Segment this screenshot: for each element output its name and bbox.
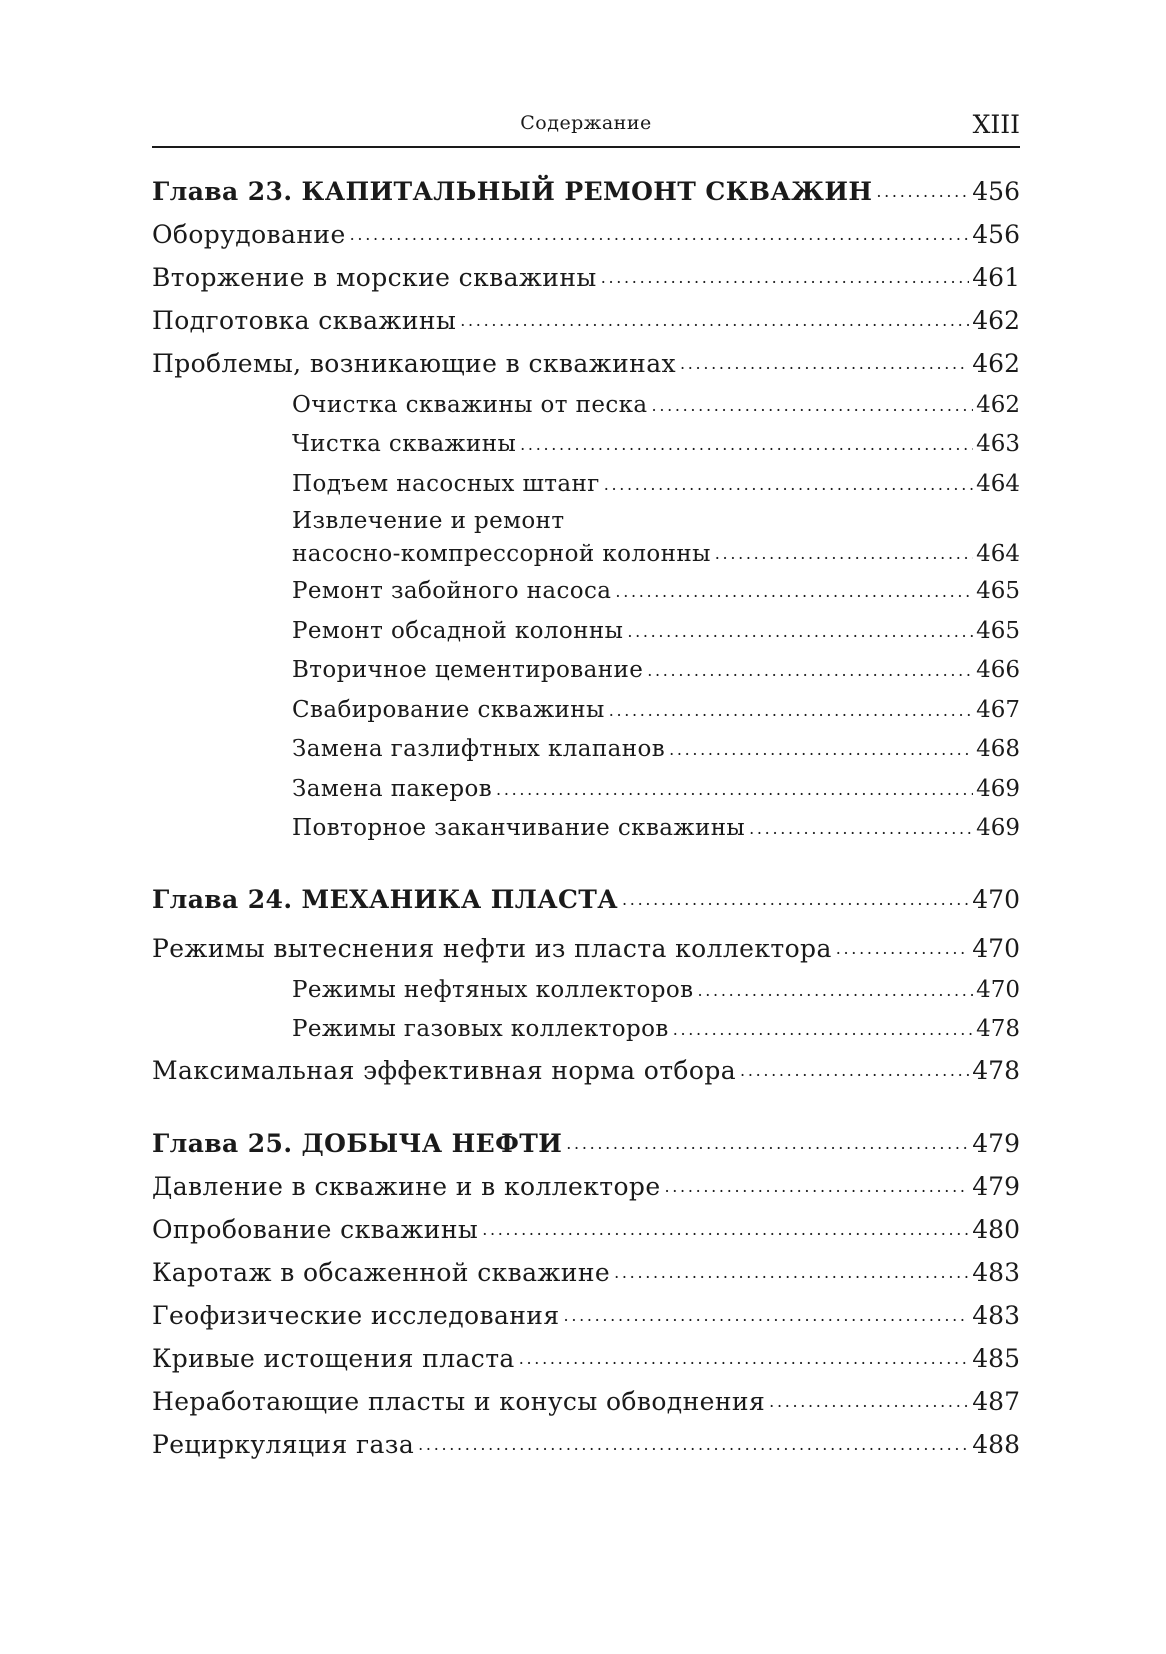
toc-page-number: 466 [976, 657, 1020, 683]
toc-leader-dots [614, 1251, 969, 1294]
toc-item[interactable] [152, 1208, 1020, 1251]
toc-item[interactable] [152, 256, 1020, 299]
toc-page-number: 470 [972, 934, 1020, 963]
chapter-spacer [152, 848, 1020, 878]
toc-page-number: 456 [972, 220, 1020, 249]
toc-item[interactable] [152, 927, 1020, 970]
toc-leader-dots [669, 730, 973, 769]
toc-item-label: Режимы вытеснения нефти из пласта коллектора [152, 934, 832, 963]
toc-subitem[interactable] [152, 425, 1020, 465]
toc-chapter-title: Глава 24. МЕХАНИКА ПЛАСТА [152, 885, 619, 914]
toc-item[interactable] [152, 1165, 1020, 1208]
toc-leader-dots [740, 1049, 969, 1092]
toc-item-label: Опробование скважины [152, 1215, 479, 1244]
toc-subitem-label: Чистка скважины [292, 431, 517, 457]
toc-leader-dots [715, 536, 973, 572]
toc-subitem[interactable] [152, 611, 1020, 651]
toc-page-number: 480 [972, 1215, 1020, 1244]
toc-page-number: 464 [976, 540, 1020, 567]
toc-page-number: 456 [972, 177, 1020, 206]
toc-page-number: 478 [976, 1016, 1020, 1042]
toc-page-number: 487 [972, 1387, 1020, 1416]
toc-item-label: Максимальная эффективная норма отбора [152, 1056, 737, 1085]
toc-chapter-24[interactable] [152, 878, 1020, 921]
toc-page-number: 469 [976, 775, 1020, 802]
running-title: Содержание [520, 112, 652, 134]
toc-leader-dots [647, 651, 973, 690]
toc-leader-dots [627, 612, 973, 651]
toc-leader-dots [769, 1380, 969, 1423]
toc-page-number: 488 [972, 1430, 1020, 1459]
toc-subitem-label-line2: насосно-компрессорной колонны [292, 540, 711, 567]
toc-item-label: Неработающие пласты и конусы обводнения [152, 1387, 766, 1416]
toc-page-number: 468 [976, 736, 1020, 762]
toc-page-number: 465 [976, 617, 1020, 644]
toc-leader-dots [680, 342, 969, 385]
toc-leader-dots [350, 213, 970, 256]
toc-subitem[interactable] [152, 690, 1020, 730]
toc-item-label: Проблемы, возникающие в скважинах [152, 349, 677, 378]
toc-leader-dots [519, 1337, 970, 1380]
toc-subitem-label: Подъем насосных штанг [292, 470, 600, 497]
toc-leader-dots [673, 1010, 973, 1049]
toc-page-number: 463 [976, 431, 1020, 457]
toc-subitem[interactable] [152, 730, 1020, 770]
toc-page-number: 462 [972, 349, 1020, 378]
toc-leader-dots [564, 1294, 970, 1337]
toc-item[interactable] [152, 1337, 1020, 1380]
toc-item[interactable] [152, 299, 1020, 342]
toc-item[interactable] [152, 1423, 1020, 1466]
toc-leader-dots [496, 770, 973, 809]
toc-leader-dots [604, 465, 973, 504]
toc-page-number: 483 [972, 1301, 1020, 1330]
toc-subitem[interactable] [152, 809, 1020, 849]
toc-page-number: 479 [972, 1129, 1020, 1158]
toc-subitem-label: Замена газлифтных клапанов [292, 736, 666, 762]
toc-leader-dots [601, 256, 970, 299]
toc-page-number: 464 [976, 470, 1020, 497]
toc-page-number: 478 [972, 1056, 1020, 1085]
toc-item-label: Кривые истощения пласта [152, 1344, 515, 1373]
toc-item[interactable] [152, 213, 1020, 256]
toc-leader-dots [566, 1122, 969, 1165]
toc-subitem-label: Свабирование скважины [292, 696, 605, 723]
toc-subitem-label: Повторное заканчивание скважины [292, 815, 746, 841]
toc-item[interactable] [152, 1380, 1020, 1423]
toc-leader-dots [520, 425, 973, 464]
toc-item-label: Подготовка скважины [152, 306, 457, 335]
toc-item-label: Оборудование [152, 220, 346, 249]
toc-leader-dots [876, 170, 969, 213]
toc-subitem-label: Режимы нефтяных коллекторов [292, 976, 694, 1003]
toc-chapter-title: Глава 23. КАПИТАЛЬНЫЙ РЕМОНТ СКВАЖИН [152, 177, 873, 206]
toc-subitem[interactable] [152, 385, 1020, 425]
table-of-contents [152, 170, 1020, 1466]
toc-leader-dots [482, 1208, 969, 1251]
toc-item[interactable] [152, 342, 1020, 385]
toc-page-number: 470 [976, 976, 1020, 1003]
toc-page-number: 467 [976, 696, 1020, 723]
chapter-spacer [152, 1092, 1020, 1122]
toc-subitem[interactable] [152, 464, 1020, 504]
toc-subitem[interactable] [152, 651, 1020, 691]
toc-leader-dots [652, 386, 974, 425]
toc-page-number: 469 [976, 815, 1020, 841]
page-number-roman: XIII [972, 110, 1020, 139]
toc-subitem-label: Замена пакеров [292, 775, 493, 802]
toc-chapter-23[interactable] [152, 170, 1020, 213]
running-head [152, 106, 1020, 148]
toc-page-number: 461 [972, 263, 1020, 292]
toc-subitem-line2 [292, 536, 1020, 572]
toc-page-number: 470 [972, 885, 1020, 914]
toc-page-number: 462 [972, 306, 1020, 335]
toc-subitem-label: Ремонт обсадной колонны [292, 617, 624, 644]
toc-subitem-label: Режимы газовых коллекторов [292, 1016, 669, 1042]
toc-leader-dots [609, 691, 973, 730]
toc-chapter-25[interactable] [152, 1122, 1020, 1165]
toc-subitem-two-line[interactable] [152, 504, 1020, 572]
toc-leader-dots [615, 572, 973, 611]
toc-subitem[interactable] [152, 769, 1020, 809]
toc-leader-dots [460, 299, 969, 342]
toc-leader-dots [836, 927, 970, 970]
toc-page-number: 479 [972, 1172, 1020, 1201]
toc-subitem[interactable] [152, 1010, 1020, 1050]
toc-item-label: Вторжение в морские скважины [152, 263, 597, 292]
toc-subitem[interactable] [152, 970, 1020, 1010]
toc-page-number: 465 [976, 578, 1020, 604]
toc-page-number: 485 [972, 1344, 1020, 1373]
toc-item-label: Рециркуляция газа [152, 1430, 415, 1459]
toc-leader-dots [698, 971, 974, 1010]
toc-page-number: 462 [976, 391, 1020, 418]
toc-leader-dots [749, 809, 973, 848]
toc-leader-dots [418, 1423, 969, 1466]
toc-subitem[interactable] [152, 572, 1020, 612]
toc-leader-dots [622, 878, 969, 921]
toc-item[interactable] [152, 1049, 1020, 1092]
toc-item-label: Давление в скважине и в коллекторе [152, 1172, 661, 1201]
toc-item-label: Каротаж в обсаженной скважине [152, 1258, 611, 1287]
toc-page-number: 483 [972, 1258, 1020, 1287]
toc-item[interactable] [152, 1251, 1020, 1294]
toc-leader-dots [665, 1165, 970, 1208]
toc-item-label: Геофизические исследования [152, 1301, 560, 1330]
toc-subitem-label-line1: Извлечение и ремонт [292, 507, 565, 534]
toc-subitem-label: Очистка скважины от песка [292, 391, 648, 418]
toc-item[interactable] [152, 1294, 1020, 1337]
toc-subitem-label: Вторичное цементирование [292, 657, 644, 683]
toc-subitem-label: Ремонт забойного насоса [292, 578, 612, 604]
toc-chapter-title: Глава 25. ДОБЫЧА НЕФТИ [152, 1129, 563, 1158]
